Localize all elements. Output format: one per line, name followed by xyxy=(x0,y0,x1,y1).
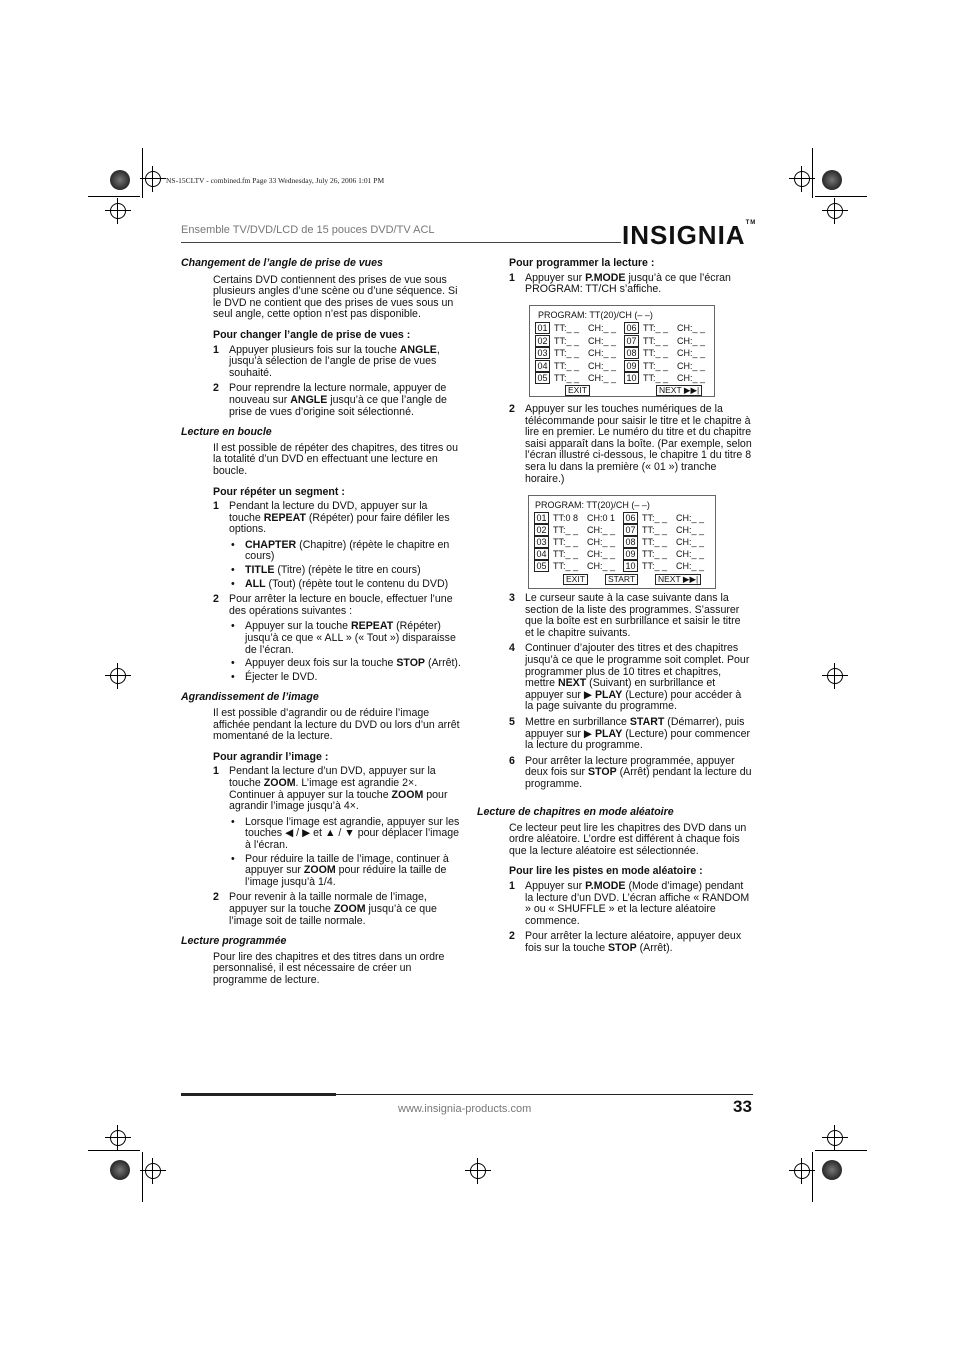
slot-number[interactable]: 01 xyxy=(534,512,549,524)
slot-title: TT:_ _ xyxy=(553,561,579,571)
list-item: 1 Pendant la lecture du DVD, appuyer sur la touche REPEAT (Répéter) pour faire défiler les options. xyxy=(213,500,450,536)
running-header: Ensemble TV/DVD/LCD de 15 pouces DVD/TV ACL xyxy=(181,224,435,236)
play-icon: ▶ xyxy=(583,688,595,701)
subheading: Pour changer l’angle de prise de vues : xyxy=(213,328,411,341)
slot-title: TT:_ _ xyxy=(643,335,669,346)
slot-number[interactable]: 08 xyxy=(623,536,638,548)
next-button[interactable]: NEXT ▶▶| xyxy=(655,574,701,585)
bullet-item: • Éjecter le DVD. xyxy=(229,672,461,684)
program-slot-row xyxy=(534,536,710,548)
crop-mark xyxy=(88,196,140,197)
program-slot-row xyxy=(535,347,711,359)
paragraph: Il est possible de répéter des chapitres, des titres ou la totalité d’un DVD en effectuant une lecture en boucle. xyxy=(213,441,458,477)
crosshair-mark xyxy=(110,1130,126,1146)
slot-number[interactable]: 08 xyxy=(624,347,639,359)
list-item: 2 Pour arrêter la lecture aléatoire, appuyer deux fois sur la touche STOP (Arrêt). xyxy=(509,930,742,954)
subheading: Pour agrandir l’image : xyxy=(213,750,329,763)
program-screen-empty xyxy=(529,305,715,397)
next-track-icon: ▶▶| xyxy=(683,385,700,395)
slot-chapter: CH:_ _ xyxy=(677,335,706,346)
list-item: 1 Appuyer plusieurs fois sur la touche ANGLE, jusqu’à sélection de l’angle de prise de vues souhaité. xyxy=(213,343,440,379)
left-arrow-icon: ◀ xyxy=(285,827,294,840)
subheading: Pour répéter un segment : xyxy=(213,485,345,498)
slot-title: TT:_ _ xyxy=(553,549,579,559)
slot-chapter: CH:_ _ xyxy=(587,537,616,547)
left-column xyxy=(181,258,461,986)
list-item: 1 Pendant la lecture d’un DVD, appuyer sur la touche ZOOM. L’image est agrandie 2×. Continuer à appuyer sur la touche ZOOM pour agrandir l’image jusqu’à 4×. xyxy=(213,765,448,813)
subheading: Pour programmer la lecture : xyxy=(509,257,655,269)
slot-title: TT:_ _ xyxy=(642,537,668,547)
slot-number[interactable]: 09 xyxy=(624,360,639,372)
program-slot-row xyxy=(534,512,710,524)
program-slot-row xyxy=(535,322,711,334)
crop-mark xyxy=(815,196,867,197)
slot-chapter: CH:_ _ xyxy=(587,549,616,559)
slot-chapter: CH:_ _ xyxy=(677,373,706,383)
right-column-4 xyxy=(477,807,752,955)
program-slot-row xyxy=(534,548,710,560)
bullet-item: • ALL (Tout) (répète tout le contenu du DVD) xyxy=(229,579,461,591)
paragraph: Ce lecteur peut lire les chapitres des DVD dans un ordre aléatoire. L’ordre est différent à chaque fois que la lecture aléatoire est sélectionnée. xyxy=(509,821,747,857)
slot-number[interactable]: 05 xyxy=(535,372,550,384)
crosshair-mark xyxy=(145,171,161,187)
slot-chapter: CH:_ _ xyxy=(677,323,706,333)
insignia-logo xyxy=(622,220,756,251)
header-rule xyxy=(181,242,621,243)
bullet-item: • Appuyer sur la touche REPEAT (Répéter) jusqu’à ce que « ALL » (« Tout ») disparaisse de l’écran. xyxy=(229,621,461,656)
program-slot-row xyxy=(535,360,711,372)
slot-number[interactable]: 09 xyxy=(623,548,638,560)
registration-dot xyxy=(110,170,130,190)
registration-dot xyxy=(110,1160,130,1180)
crop-mark xyxy=(815,1150,867,1151)
list-item: 1 Appuyer sur P.MODE jusqu’à ce que l’écran PROGRAM: TT/CH s’affiche. xyxy=(509,271,731,296)
exit-button[interactable]: EXIT xyxy=(565,385,590,396)
list-item: 6 Pour arrêter la lecture programmée, appuyer deux fois sur STOP (Arrêt) pendant la lecture du programme. xyxy=(509,754,752,790)
item-number: 2 xyxy=(213,382,219,395)
right-column-2 xyxy=(509,404,752,485)
slot-title: TT:_ _ xyxy=(643,360,669,371)
slot-title: TT:_ _ xyxy=(642,513,668,523)
slot-number[interactable]: 02 xyxy=(535,335,550,347)
slot-number[interactable]: 03 xyxy=(534,536,549,548)
bullet-item: • TITLE (Titre) (répète le titre en cours) xyxy=(229,565,461,577)
slot-chapter: CH:_ _ xyxy=(677,360,706,371)
program-slot-row xyxy=(534,560,710,572)
slot-title: TT:_ _ xyxy=(554,335,580,346)
list-item: 3 Le curseur saute à la case suivante dans la section de la liste des programmes. S’assurer que la boîte est en surbrillance et saisir le titre et le chapitre suivants. xyxy=(509,592,741,639)
slot-number[interactable]: 01 xyxy=(535,322,550,334)
crosshair-mark xyxy=(794,171,810,187)
right-arrow-icon: ▶ xyxy=(302,827,311,840)
slot-title: TT:_ _ xyxy=(643,373,669,383)
slot-title: TT:0 8 xyxy=(553,513,579,523)
slot-title: TT:_ _ xyxy=(553,537,579,547)
slot-number[interactable]: 07 xyxy=(623,524,638,536)
osd-title: PROGRAM: TT(20)/CH (– –) xyxy=(538,310,653,320)
slot-chapter: CH:_ _ xyxy=(676,549,705,559)
logo-text: INSIGNIA xyxy=(622,220,746,250)
footer-bar xyxy=(181,1093,336,1096)
slot-title: TT:_ _ xyxy=(554,348,580,358)
start-button[interactable]: START xyxy=(605,574,638,585)
list-item: 5 Mettre en surbrillance START (Démarrer), puis appuyer sur ▶ PLAY (Lecture) pour commencer la lecture du programme. xyxy=(509,715,751,752)
slot-title: TT:_ _ xyxy=(643,348,669,358)
list-item: 2 Pour reprendre la lecture normale, appuyer de nouveau sur ANGLE jusqu’à ce que l’angle de prise de vues d’origine soit sélectionné. xyxy=(213,382,447,418)
crosshair-mark xyxy=(110,203,126,219)
crosshair-mark xyxy=(145,1163,161,1179)
slot-chapter: CH:_ _ xyxy=(588,360,617,371)
slot-chapter: CH:_ _ xyxy=(588,323,617,333)
slot-number[interactable]: 05 xyxy=(534,560,549,572)
list-item: 4 Continuer d’ajouter des titres et des chapitres jusqu’à ce que le programme soit complet. Pour programmer plus de 10 titres et chapitres, mettre NEXT (Suivant) en surbrillance et appuyer sur ▶ PLAY (Lecture) pour accéder à la page suivante du programme. xyxy=(509,642,750,713)
file-slug: NS-15CLTV - combined.fm Page 33 Wednesday, July 26, 2006 1:01 PM xyxy=(166,176,385,185)
slot-chapter: CH:_ _ xyxy=(676,537,705,547)
slot-title: TT:_ _ xyxy=(554,323,580,333)
list-item: 2 Appuyer sur les touches numériques de la télécommande pour saisir le titre et le chapitre à lire en premier. Le numéro du titre et du chapitre saisi apparaît dans la boîte. (Par exemple, selon l’écran illustré ci-dessous, le chapitre 1 du titre 8 sera lu dans la première (« 01 ») tranche horaire.) xyxy=(509,403,752,485)
section-title-random: Lecture de chapitres en mode aléatoire xyxy=(477,806,674,818)
slot-title: TT:_ _ xyxy=(554,373,580,383)
slot-title: TT:_ _ xyxy=(554,360,580,371)
slot-title: TT:_ _ xyxy=(642,561,668,571)
crop-mark xyxy=(812,148,813,198)
slot-number[interactable]: 04 xyxy=(535,360,550,372)
play-icon: ▶ xyxy=(583,727,595,740)
slot-number[interactable]: 07 xyxy=(624,335,639,347)
slot-chapter: CH:_ _ xyxy=(676,561,705,571)
exit-button[interactable]: EXIT xyxy=(563,574,588,585)
crosshair-mark xyxy=(827,203,843,219)
paragraph: Pour lire des chapitres et des titres dans un ordre personnalisé, il est nécessaire de créer un programme de lecture. xyxy=(213,950,445,986)
slot-number[interactable]: 04 xyxy=(534,548,549,560)
section-title-zoom: Agrandissement de l’image xyxy=(181,691,319,704)
program-slot-row xyxy=(535,372,711,384)
bullet-item: • Lorsque l’image est agrandie, appuyer sur les touches ◀ / ▶ et ▲ / ▼ pour déplacer l’image à l’écran. xyxy=(229,817,461,852)
crop-mark xyxy=(812,1152,813,1202)
slot-chapter: CH:_ _ xyxy=(676,513,705,523)
registration-dot xyxy=(822,1160,842,1180)
bullet-item: • CHAPTER (Chapitre) (répète le chapitre en cours) xyxy=(229,540,461,563)
slot-chapter: CH:0 1 xyxy=(587,513,616,523)
osd-title: PROGRAM: TT(20)/CH (– –) xyxy=(535,500,650,510)
section-title-program: Lecture programmée xyxy=(181,935,287,948)
crop-mark xyxy=(142,148,143,198)
logo-tm: TM xyxy=(745,220,757,226)
slot-title: TT:_ _ xyxy=(643,323,669,333)
list-item: 2 Pour arrêter la lecture en boucle, effectuer l’une des opérations suivantes : xyxy=(213,593,453,617)
slot-chapter: CH:_ _ xyxy=(588,348,617,358)
up-arrow-icon: ▲ xyxy=(324,827,336,840)
crosshair-mark xyxy=(470,1163,486,1179)
paragraph: Il est possible d’agrandir ou de réduire l’image affichée pendant la lecture du DVD ou lors d’un arrêt momentané de la lecture. xyxy=(213,707,460,743)
slot-title: TT:_ _ xyxy=(642,525,668,535)
list-item: 2 Pour revenir à la taille normale de l’image, appuyer sur la touche ZOOM jusqu’à ce que l’image soit de taille normale. xyxy=(213,891,437,927)
slot-chapter: CH:_ _ xyxy=(588,335,617,346)
slot-chapter: CH:_ _ xyxy=(587,561,616,571)
slot-number[interactable]: 06 xyxy=(624,322,639,334)
right-column-3 xyxy=(509,593,752,791)
program-slot-row xyxy=(534,524,710,536)
subheading: Pour lire les pistes en mode aléatoire : xyxy=(509,865,703,878)
slot-chapter: CH:_ _ xyxy=(587,525,616,535)
item-number: 1 xyxy=(213,343,219,356)
crosshair-mark xyxy=(794,1163,810,1179)
program-slot-row xyxy=(535,335,711,347)
section-title-loop: Lecture en boucle xyxy=(181,426,272,439)
next-button[interactable]: NEXT ▶▶| xyxy=(656,385,702,396)
crop-mark xyxy=(88,1150,140,1151)
slot-number[interactable]: 10 xyxy=(624,372,639,384)
down-arrow-icon: ▼ xyxy=(344,827,355,840)
slot-title: TT:_ _ xyxy=(553,525,579,535)
bullet-item: • Pour réduire la taille de l’image, continuer à appuyer sur ZOOM pour réduire la taille de l’image jusqu’à 1/4. xyxy=(229,854,461,889)
crosshair-mark xyxy=(827,668,843,684)
registration-dot xyxy=(822,170,842,190)
program-screen-filled xyxy=(528,495,716,589)
footer-url[interactable]: www.insignia-products.com xyxy=(398,1103,532,1115)
slot-number[interactable]: 02 xyxy=(534,524,549,536)
page-number: 33 xyxy=(733,1097,752,1116)
section-title-angle: Changement de l’angle de prise de vues xyxy=(181,257,383,269)
slot-title: TT:_ _ xyxy=(642,549,668,559)
slot-number[interactable]: 06 xyxy=(623,512,638,524)
list-item: 1 Appuyer sur P.MODE (Mode d’image) pendant la lecture d’un DVD. L’écran affiche « RANDOM » ou « SHUFFLE » et la lecture aléatoire commence. xyxy=(509,879,750,927)
next-track-icon: ▶▶| xyxy=(682,574,699,584)
crop-mark xyxy=(142,1152,143,1202)
right-column xyxy=(477,258,752,296)
paragraph: Certains DVD contiennent des prises de vue sous plusieurs angles d’une scène ou d’une séquence. Si le DVD ne contient que des prises de vues sous un seul angle, cette option n’est pas disponible. xyxy=(213,273,458,321)
slot-number[interactable]: 03 xyxy=(535,347,550,359)
bullet-item: • Appuyer deux fois sur la touche STOP (Arrêt). xyxy=(229,658,461,670)
slot-chapter: CH:_ _ xyxy=(676,525,705,535)
slot-chapter: CH:_ _ xyxy=(677,348,706,358)
slot-chapter: CH:_ _ xyxy=(588,373,617,383)
crosshair-mark xyxy=(827,1130,843,1146)
slot-number[interactable]: 10 xyxy=(623,560,638,572)
crosshair-mark xyxy=(110,668,126,684)
